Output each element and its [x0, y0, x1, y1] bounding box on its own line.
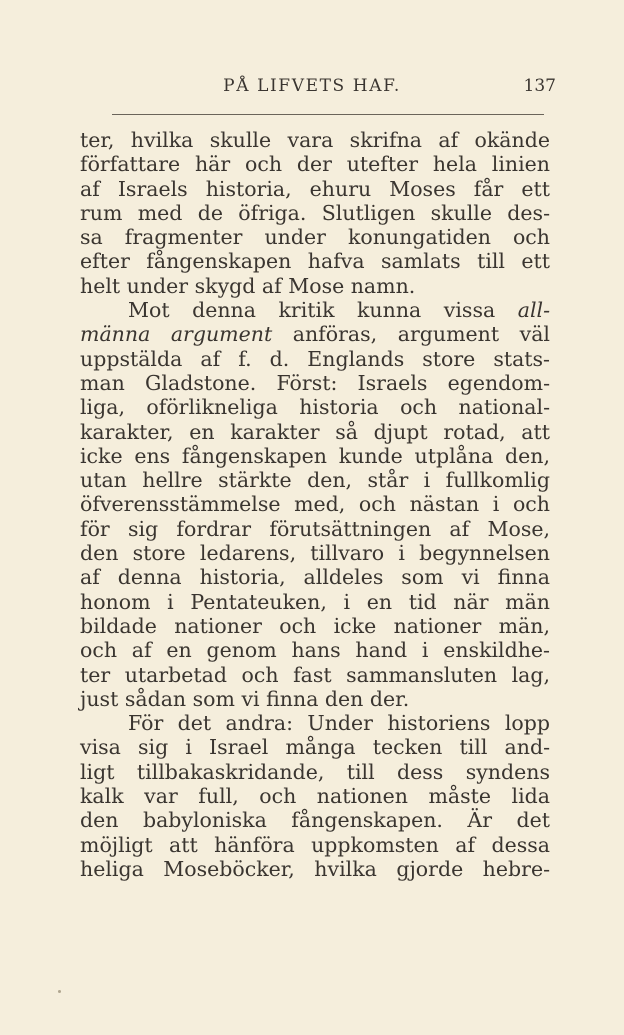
body-text: [80, 128, 550, 881]
text-line: [80, 347, 550, 371]
line-text: anföras, argument väl: [272, 322, 550, 347]
text-line: [80, 614, 550, 638]
line-text: sa fragmenter under konungatiden och: [80, 225, 550, 250]
line-text: bildade nationer och icke nationer män,: [80, 613, 550, 638]
line-text: just sådan som vi finna den der.: [80, 686, 410, 711]
header-rule: [112, 114, 544, 115]
line-text: öfverensstämmelse med, och nästan i och: [80, 492, 550, 517]
text-line: [80, 152, 550, 176]
text-line: [80, 468, 550, 492]
text-line: [80, 298, 550, 322]
text-line: [80, 517, 550, 541]
text-line: [80, 590, 550, 614]
text-line: [80, 833, 550, 857]
line-text: honom i Pentateuken, i en tid när män: [80, 589, 550, 614]
line-text: ligt tillbakaskridande, till dess syndens: [80, 759, 550, 784]
text-line: [80, 128, 550, 152]
text-line: [80, 565, 550, 589]
text-line: [80, 492, 550, 516]
text-line: [80, 420, 550, 444]
italic-phrase: all-: [517, 298, 550, 323]
line-text: ter, hvilka skulle vara skrifna af okände: [80, 128, 550, 152]
text-line: [80, 274, 550, 298]
paper-speck: [58, 990, 61, 993]
text-line: [80, 371, 550, 395]
line-text: möjligt att hänföra uppkomsten af dessa: [80, 832, 550, 857]
line-text: liga, oförlikneliga historia och national-: [80, 395, 550, 420]
running-title: PÅ LIFVETS HAF.: [223, 76, 401, 96]
line-text: Mot denna kritik kunna vissa: [128, 298, 496, 323]
text-line: [80, 663, 550, 687]
line-text: kalk var full, och nationen måste lida: [80, 784, 550, 809]
text-line: [80, 444, 550, 468]
text-line: [80, 541, 550, 565]
line-text: den babyloniska fångenskapen. Är det: [80, 808, 550, 833]
text-line: [80, 735, 550, 759]
running-head: [0, 76, 624, 100]
line-text: efter fångenskapen hafva samlats till ett: [80, 249, 550, 274]
line-text: utan hellre stärkte den, står i fullkomlig: [80, 468, 550, 493]
page-number: 137: [523, 76, 556, 96]
text-line: [80, 395, 550, 419]
line-text: uppstälda af f. d. Englands store stats-: [80, 346, 550, 371]
text-line: [80, 808, 550, 832]
line-text: För det andra: Under historiens lopp: [128, 711, 550, 736]
line-text: helt under skygd af Mose namn.: [80, 273, 416, 298]
line-text: den store ledarens, tillvaro i begynnelsen: [80, 541, 550, 566]
text-line: [80, 322, 550, 346]
text-line: [80, 711, 550, 735]
line-text: ter utarbetad och fast sammansluten lag,: [80, 662, 550, 687]
line-text: visa sig i Israel många tecken till and-: [80, 735, 550, 760]
line-text: karakter, en karakter så djupt rotad, att: [80, 419, 550, 444]
line-text: rum med de öfriga. Slutligen skulle des-: [80, 200, 550, 225]
line-text: författare här och der utefter hela linien: [80, 152, 550, 177]
text-line: [80, 225, 550, 249]
line-text: man Gladstone. Först: Israels egendom-: [80, 370, 550, 395]
line-text: för sig fordrar förutsättningen af Mose,: [80, 516, 550, 541]
line-text: heliga Moseböcker, hvilka gjorde hebre-: [80, 856, 550, 881]
line-text: och af en genom hans hand i enskildhe-: [80, 638, 550, 663]
text-line: [80, 201, 550, 225]
text-line: [80, 249, 550, 273]
text-line: [80, 857, 550, 881]
text-line: [80, 638, 550, 662]
text-line: [80, 177, 550, 201]
text-line: [80, 760, 550, 784]
line-text: icke ens fångenskapen kunde utplåna den,: [80, 443, 550, 468]
text-line: [80, 784, 550, 808]
line-text: af Israels historia, ehuru Moses får ett: [80, 176, 550, 201]
line-text: af denna historia, alldeles som vi finna: [80, 565, 550, 590]
italic-phrase: männa argument: [80, 322, 273, 347]
text-line: [80, 687, 550, 711]
